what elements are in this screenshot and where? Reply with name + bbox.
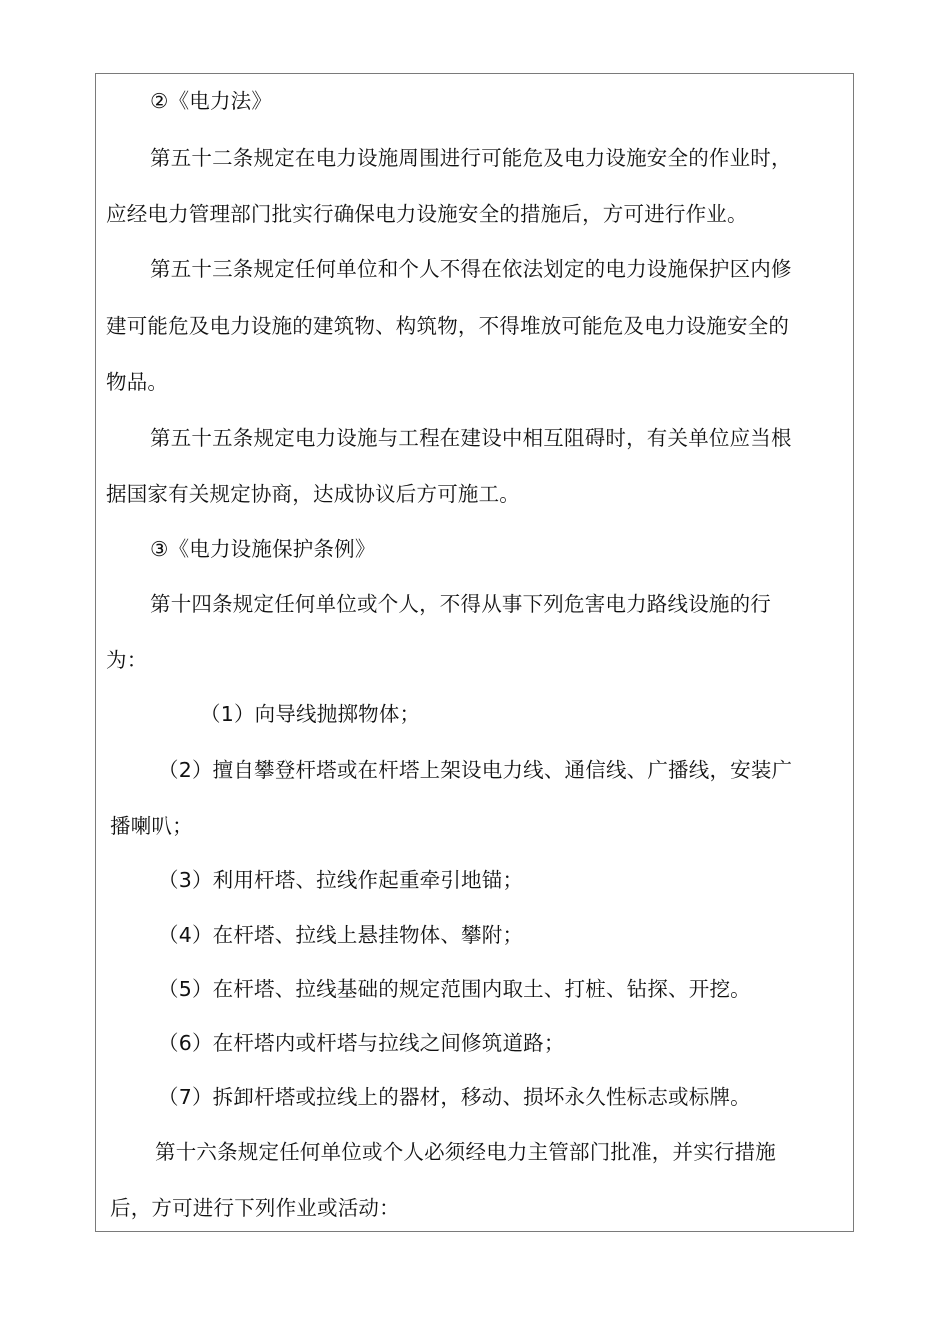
article-53-line-3: 物品。 xyxy=(106,370,169,394)
article-55-line-2: 据国家有关规定协商，达成协议后方可施工。 xyxy=(106,482,520,506)
article-16-line-1: 第十六条规定任何单位或个人必须经电力主管部门批准，并实行措施 xyxy=(155,1140,776,1164)
section-title-protection-regulation: ③《电力设施保护条例》 xyxy=(150,537,376,561)
list-item-4: （4）在杆塔、拉线上悬挂物体、攀附； xyxy=(158,923,524,947)
list-item-2-line-2: 播喇叭； xyxy=(110,814,193,838)
list-item-1: （1）向导线抛掷物体； xyxy=(200,702,421,726)
article-52-line-1: 第五十二条规定在电力设施周围进行可能危及电力设施安全的作业时， xyxy=(150,146,792,170)
article-14-line-1: 第十四条规定任何单位或个人，不得从事下列危害电力路线设施的行 xyxy=(150,592,771,616)
article-16-line-2: 后，方可进行下列作业或活动： xyxy=(110,1196,400,1220)
list-item-7: （7）拆卸杆塔或拉线上的器材，移动、损坏永久性标志或标牌。 xyxy=(158,1085,751,1109)
article-14-line-2: 为： xyxy=(106,648,148,672)
list-item-5: （5）在杆塔、拉线基础的规定范围内取土、打桩、钻探、开挖。 xyxy=(158,977,751,1001)
document-frame xyxy=(95,73,854,1232)
list-item-2-line-1: （2）擅自攀登杆塔或在杆塔上架设电力线、通信线、广播线，安装广 xyxy=(158,758,793,782)
article-52-line-2: 应经电力管理部门批实行确保电力设施安全的措施后，方可进行作业。 xyxy=(106,202,748,226)
article-53-line-1: 第五十三条规定任何单位和个人不得在依法划定的电力设施保护区内修 xyxy=(150,257,792,281)
section-title-electricity-law: ②《电力法》 xyxy=(150,89,273,113)
article-53-line-2: 建可能危及电力设施的建筑物、构筑物，不得堆放可能危及电力设施安全的 xyxy=(106,314,790,338)
article-55-line-1: 第五十五条规定电力设施与工程在建设中相互阻碍时，有关单位应当根 xyxy=(150,426,792,450)
list-item-3: （3）利用杆塔、拉线作起重牵引地锚； xyxy=(158,868,524,892)
list-item-6: （6）在杆塔内或杆塔与拉线之间修筑道路； xyxy=(158,1031,565,1055)
